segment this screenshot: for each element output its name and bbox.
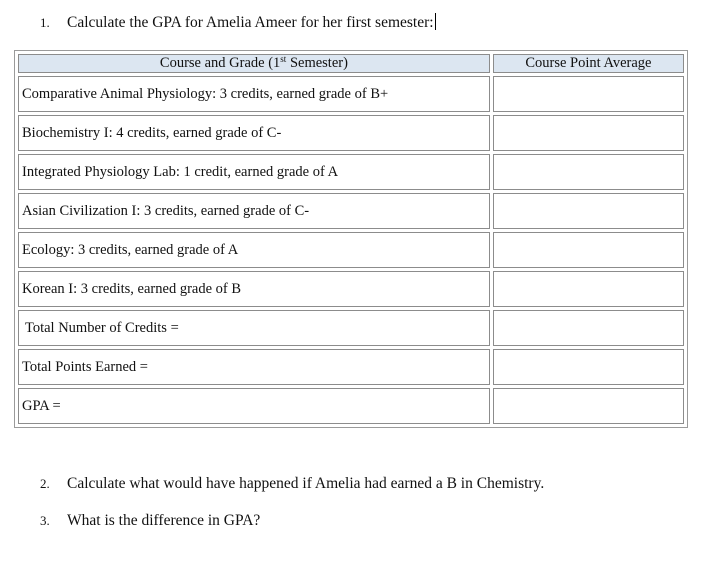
table-row: [18, 154, 684, 190]
total-points-row: [18, 349, 684, 385]
points-cell[interactable]: [493, 271, 684, 307]
text-cursor: [435, 13, 436, 30]
course-cell: Integrated Physiology Lab: 1 credit, earned grade of A: [18, 154, 490, 190]
table-row: [18, 232, 684, 268]
table-row: [18, 115, 684, 151]
question-3-text: What is the difference in GPA?: [67, 512, 261, 529]
course-cell: Biochemistry I: 4 credits, earned grade of C-: [18, 115, 490, 151]
question-1-number: 1.: [40, 15, 50, 30]
points-cell[interactable]: [493, 193, 684, 229]
points-cell[interactable]: [493, 76, 684, 112]
table-row: [18, 271, 684, 307]
header-course-and-grade: Course and Grade (1st Semester): [18, 54, 490, 73]
total-credits-label: Total Number of Credits =: [18, 310, 490, 346]
table-row: [18, 193, 684, 229]
course-cell: Korean I: 3 credits, earned grade of B: [18, 271, 490, 307]
question-1-text: Calculate the GPA for Amelia Ameer for her first semester:: [67, 14, 434, 31]
points-cell[interactable]: [493, 232, 684, 268]
question-1: [40, 13, 436, 32]
course-cell: Ecology: 3 credits, earned grade of A: [18, 232, 490, 268]
points-cell[interactable]: [493, 115, 684, 151]
question-2-number: 2.: [40, 476, 50, 491]
gpa-table: [14, 50, 688, 428]
question-2: [40, 475, 544, 493]
gpa-value-cell[interactable]: [493, 388, 684, 424]
course-cell: Asian Civilization I: 3 credits, earned grade of C-: [18, 193, 490, 229]
question-3-number: 3.: [40, 513, 50, 528]
gpa-row: [18, 388, 684, 424]
total-credits-row: [18, 310, 684, 346]
gpa-label: GPA =: [18, 388, 490, 424]
table-header-row: [18, 54, 684, 73]
table-row: [18, 76, 684, 112]
question-2-text: Calculate what would have happened if Amelia had earned a B in Chemistry.: [67, 475, 545, 492]
points-cell[interactable]: [493, 154, 684, 190]
total-credits-value-cell[interactable]: [493, 310, 684, 346]
header-course-point-average: Course Point Average: [493, 54, 684, 73]
question-3: [40, 512, 260, 530]
course-cell: Comparative Animal Physiology: 3 credits, earned grade of B+: [18, 76, 490, 112]
total-points-value-cell[interactable]: [493, 349, 684, 385]
total-points-label: Total Points Earned =: [18, 349, 490, 385]
